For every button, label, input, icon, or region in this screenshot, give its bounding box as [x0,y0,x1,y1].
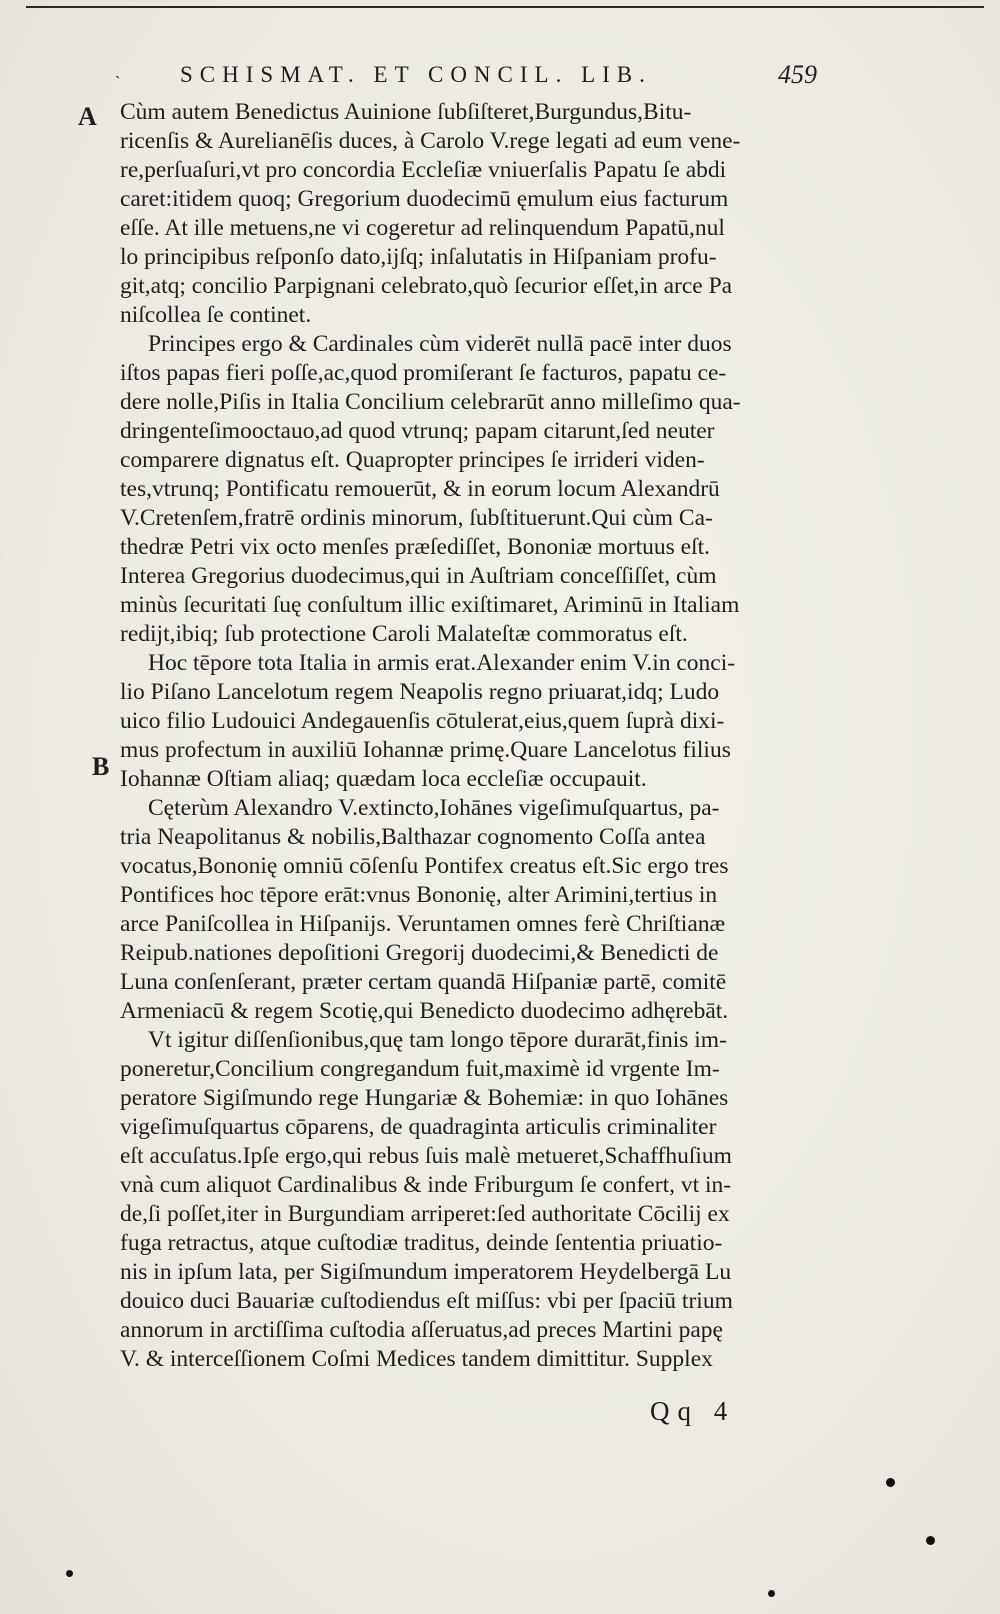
margin-letter-a: A [78,102,97,131]
text-line: dringenteſimooctauo,ad quod vtrunq; papam citarunt,ſed neuter [120,418,715,444]
text-line: vigeſimuſquartus cōparens, de quadraginta articulis criminaliter [120,1114,717,1140]
ink-spot [768,1590,775,1597]
text-line: Cęterùm Alexandro V.extincto,Iohānes vigeſimuſquartus, pa- [148,795,720,821]
margin-letter-b: B [92,752,110,781]
text-line: lio Piſano Lancelotum regem Neapolis regno priuarat,idq; Ludo [120,679,720,705]
text-line: caret:itidem quoq; Gregorium duodecimū ęmulum eius facturum [120,186,729,212]
signature-mark: Qq 4 [650,1396,736,1426]
text-line: Vt igitur diſſenſionibus,quę tam longo tēpore durarāt,finis im- [148,1027,727,1053]
text-line: eſt accuſatus.Ipſe ergo,qui rebus ſuis malè metueret,Schaffhuſium [120,1143,732,1169]
text-line: Armeniacū & regem Scotię,qui Benedicto duodecimo adhęrebāt. [120,998,729,1024]
text-line: comparere dignatus eſt. Quapropter principes ſe irrideri viden- [120,447,705,473]
text-line: vocatus,Bononię omniū cōſenſu Pontifex creatus eſt.Sic ergo tres [120,853,729,879]
text-line: V.Cretenſem,fratrē ordinis minorum, ſubſtituerunt.Qui cùm Ca- [120,505,713,531]
text-line: mus profectum in auxiliū Iohannæ primę.Quare Lancelotus filius [120,737,731,763]
body-text [120,98,840,1374]
text-line: peratore Sigiſmundo rege Hungariæ & Bohemiæ: in quo Iohānes [120,1085,729,1111]
text-line: uico filio Ludouici Andegauenſis cōtulerat,eius,quem ſuprà dixi- [120,708,725,734]
ink-spot [926,1536,935,1545]
text-line: dere nolle,Piſis in Italia Concilium celebrarūt anno milleſimo qua- [120,389,741,415]
text-line: re,perſuaſuri,vt pro concordia Eccleſiæ vniuerſalis Papatu ſe abdi [120,157,727,183]
text-line: Luna conſenſerant, præter certam quandā Hiſpaniæ partē, comitē [120,969,727,995]
text-line: Iohannæ Oſtiam aliaq; quædam loca eccleſiæ occupauit. [120,766,647,792]
text-line: V. & interceſſionem Coſmi Medices tandem dimittitur. Supplex [120,1346,713,1372]
text-line: iſtos papas fieri poſſe,ac,quod promiſerant ſe facturos, papatu ce- [120,360,727,386]
text-line: niſcollea ſe continet. [120,302,312,328]
text-line: poneretur,Concilium congregandum fuit,maximè id vrgente Im- [120,1056,720,1082]
text-line: Cùm autem Benedictus Auinione ſubſiſteret,Burgundus,Bitu- [120,99,692,125]
text-line: Reipub.nationes depoſitioni Gregorij duodecimi,& Benedicti de [120,940,719,966]
text-line: arce Paniſcollea in Hiſpanijs. Veruntamen omnes ferè Chriſtianæ [120,911,726,937]
text-line: de,ſi poſſet,iter in Burgundiam arriperet:ſed authoritate Cōcilij ex [120,1201,730,1227]
text-line: Principes ergo & Cardinales cùm viderēt nullā pacē inter duos [148,331,732,357]
text-line: lo principibus reſponſo dato,ijſq; inſalutatis in Hiſpaniam profu- [120,244,717,270]
text-line: thedræ Petri vix octo menſes præſediſſet, Bononiæ mortuus eſt. [120,534,711,560]
text-line: Interea Gregorius duodecimus,qui in Auſtriam conceſſiſſet, cùm [120,563,717,589]
text-line: tes,vtrunq; Pontificatu remouerūt, & in eorum locum Alexandrū [120,476,720,502]
text-line: annorum in arctiſſima cuſtodia aſſeruatus,ad preces Martini papę [120,1317,723,1343]
text-line: Hoc tēpore tota Italia in armis erat.Alexander enim V.in conci- [148,650,736,676]
page-number: 459 [778,60,817,89]
text-line: nis in ipſum lata, per Sigiſmundum imperatorem Heydelbergā Lu [120,1259,732,1285]
text-line: git,atq; concilio Parpignani celebrato,quò ſecurior eſſet,in arce Pa [120,273,733,299]
text-line: tria Neapolitanus & nobilis,Balthazar cognomento Coſſa antea [120,824,706,850]
text-line: eſſe. At ille metuens,ne vi cogeretur ad relinquendum Papatū,nul [120,215,725,241]
text-line: douico duci Bauariæ cuſtodiendus eſt miſſus: vbi per ſpaciū trium [120,1288,733,1314]
ink-spot [66,1570,73,1577]
text-line: redijt,ibiq; ſub protectione Caroli Malateſtæ commoratus eſt. [120,621,688,647]
text-line: minùs ſecuritati ſuę conſultum illic exiſtimaret, Ariminū in Italiam [120,592,740,618]
text-line: fuga retractus, atque cuſtodiæ traditus, deinde ſententia priuatio- [120,1230,723,1256]
running-title: SCHISMAT. ET CONCIL. LIB. [180,62,652,87]
top-rule [26,6,984,8]
text-line: vnà cum aliquot Cardinalibus & inde Friburgum ſe confert, vt in- [120,1172,732,1198]
text-line: Pontifices hoc tēpore erāt:vnus Bononię, alter Arimini,tertius in [120,882,718,908]
header-ornament: ˎ [115,62,121,79]
text-line: ricenſis & Aurelianēſis duces, à Carolo V.rege legati ad eum vene- [120,128,741,154]
ink-spot [886,1478,895,1487]
